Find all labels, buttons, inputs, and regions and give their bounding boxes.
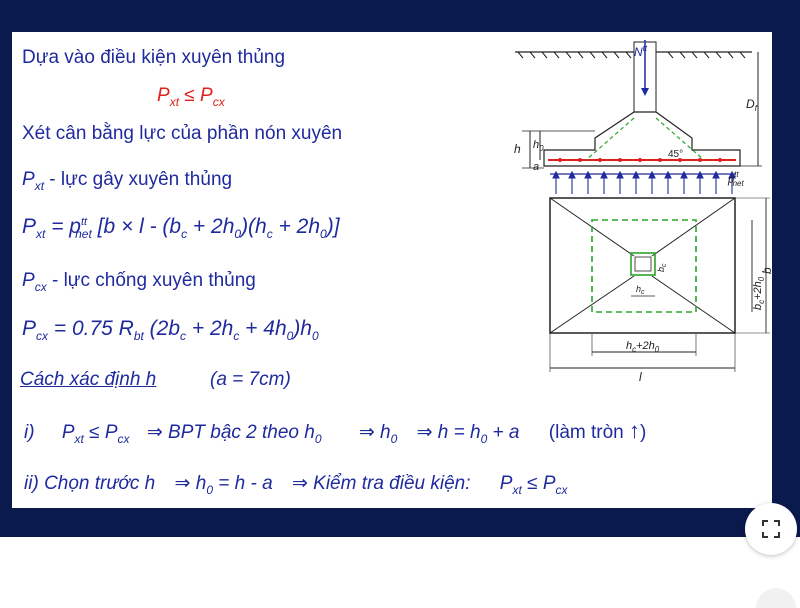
ground-hatching xyxy=(518,52,745,58)
method-note: (a = 7cm) xyxy=(210,369,291,390)
a-label: a xyxy=(533,161,540,173)
footing-body xyxy=(544,112,740,166)
b-label: b xyxy=(760,267,774,274)
step-1: i) $P_{xt} \le P_{cx}$ ⇒ BPT bậc 2 theo $h_0$ ⇒ $h_0$ ⇒ $h = h_0 + a$ (làm tròn ↑) xyxy=(24,418,647,446)
expand-icon xyxy=(761,519,781,539)
pcx-formula: $P_{cx} = 0.75$ $R_{bt}$ $(2b_c + 2h_c + 4h_0)h_0$ xyxy=(22,317,319,343)
h-label: h xyxy=(514,142,521,156)
step-2: ii) Chọn trước h ⇒ $h_0 = h - a$ ⇒ Kiểm tra điều kiện: $P_{xt} \le P_{cx}$ xyxy=(24,473,568,497)
pcx-definition: $P_{cx}$ - lực chống xuyên thủng xyxy=(22,270,256,294)
footing-plan-diagram xyxy=(540,192,772,412)
footing-outline xyxy=(550,198,735,333)
method-title: Cách xác định h xyxy=(20,369,157,390)
condition-formula: $P_{xt} \le P_{cx}$ xyxy=(157,85,225,109)
hc-inner-label: $h_c$ xyxy=(636,284,645,296)
bc2h0-label: $b_c+2h_0$ xyxy=(752,276,766,310)
balance-line: Xét cân bằng lực của phần nón xuyên xyxy=(22,123,343,144)
pxt-definition: $P_{xt}$ - lực gây xuyên thủng xyxy=(22,169,233,193)
bc-label: $b_c$ xyxy=(656,263,668,272)
pressure-arrows xyxy=(553,172,735,194)
df-label: $D_f$ xyxy=(746,97,757,113)
l-label: l xyxy=(639,370,642,384)
angle-label: 45° xyxy=(668,149,684,160)
pressure-label: $p^{tt}_{net}$ xyxy=(728,170,744,188)
expand-button[interactable] xyxy=(745,503,797,555)
h0-label: $h_0$ xyxy=(533,139,544,153)
intro-line: Dựa vào điều kiện xuyên thủng xyxy=(22,47,286,68)
load-label: $N^{tt}$ xyxy=(634,44,648,59)
pxt-formula: $P_{xt} = p^{tt}_{net}$ $[b \times l - (b_c + 2h_0)(h_c + 2h_0)]$ xyxy=(22,215,340,241)
scroll-indicator xyxy=(756,588,796,608)
slide xyxy=(12,32,772,508)
hc2h0-label: $h_c+2h_0$ xyxy=(626,340,660,354)
